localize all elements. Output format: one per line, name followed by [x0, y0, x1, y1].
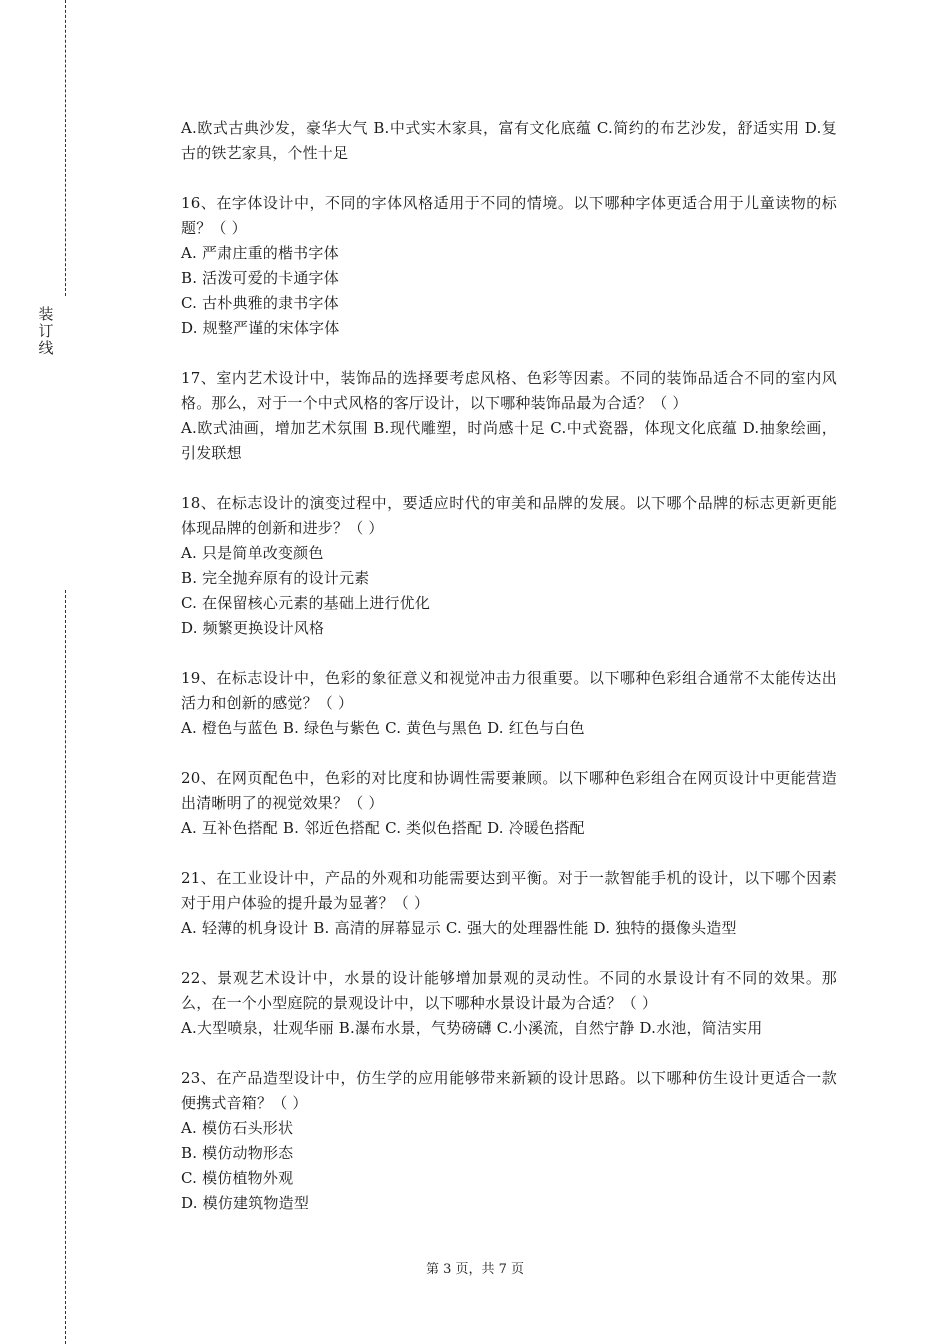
question-18-option-a: A. 只是简单改变颜色: [181, 544, 324, 562]
question-21: [181, 866, 837, 941]
question-17-text: 17、室内艺术设计中，装饰品的选择要考虑风格、色彩等因素。不同的装饰品适合不同的室内风格。那么，对于一个中式风格的客厅设计，以下哪种装饰品最为合适？（ ）: [181, 369, 837, 412]
question-22-text: 22、景观艺术设计中，水景的设计能够增加景观的灵动性。不同的水景设计有不同的效果。那么，在一个小型庭院的景观设计中，以下哪种水景设计最为合适？（ ）: [181, 969, 837, 1012]
question-23-option-c: C. 模仿植物外观: [181, 1169, 294, 1187]
question-19-options: A. 橙色与蓝色 B. 绿色与紫色 C. 黄色与黑色 D. 红色与白色: [181, 719, 585, 737]
question-content: [181, 116, 837, 1216]
question-18-option-d: D. 频繁更换设计风格: [181, 619, 325, 637]
question-23-option-b: B. 模仿动物形态: [181, 1144, 294, 1162]
question-22-options: A.大型喷泉，壮观华丽 B.瀑布水景，气势磅礴 C.小溪流，自然宁静 D.水池，简洁实用: [181, 1019, 763, 1037]
question-18: [181, 491, 837, 641]
question-21-text: 21、在工业设计中，产品的外观和功能需要达到平衡。对于一款智能手机的设计，以下哪个因素对于用户体验的提升最为显著？（ ）: [181, 869, 837, 912]
question-17: [181, 366, 837, 466]
question-19: [181, 666, 837, 741]
question-16-option-a: A. 严肃庄重的楷书字体: [181, 244, 339, 262]
question-18-option-b: B. 完全抛弃原有的设计元素: [181, 569, 370, 587]
question-16-text: 16、在字体设计中，不同的字体风格适用于不同的情境。以下哪种字体更适合用于儿童读物的标题？（ ）: [181, 194, 837, 237]
question-17-options: A.欧式油画，增加艺术氛围 B.现代雕塑，时尚感十足 C.中式瓷器，体现文化底蕴 D.抽象绘画，引发联想: [181, 419, 837, 462]
question-16: [181, 191, 837, 341]
question-20-text: 20、在网页配色中，色彩的对比度和协调性需要兼顾。以下哪种色彩组合在网页设计中更能营造出清晰明了的视觉效果？（ ）: [181, 769, 837, 812]
question-23-option-d: D. 模仿建筑物造型: [181, 1194, 310, 1212]
question-16-option-b: B. 活泼可爱的卡通字体: [181, 269, 339, 287]
question-18-option-c: C. 在保留核心元素的基础上进行优化: [181, 594, 431, 612]
question-18-text: 18、在标志设计的演变过程中，要适应时代的审美和品牌的发展。以下哪个品牌的标志更新更能体现品牌的创新和进步？（ ）: [181, 494, 837, 537]
question-16-option-c: C. 古朴典雅的隶书字体: [181, 294, 339, 312]
previous-question-options: A.欧式古典沙发，豪华大气 B.中式实木家具，富有文化底蕴 C.简约的布艺沙发，舒适实用 D.复古的铁艺家具，个性十足: [181, 119, 837, 162]
question-20-options: A. 互补色搭配 B. 邻近色搭配 C. 类似色搭配 D. 冷暖色搭配: [181, 819, 585, 837]
binding-label: 装订线: [38, 305, 54, 357]
question-22: [181, 966, 837, 1041]
question-23: [181, 1066, 837, 1216]
binding-line-top: [65, 0, 66, 296]
question-20: [181, 766, 837, 841]
page-number: 第 3 页，共 7 页: [425, 1262, 525, 1277]
question-21-options: A. 轻薄的机身设计 B. 高清的屏幕显示 C. 强大的处理器性能 D. 独特的摄像头造型: [181, 919, 737, 937]
question-16-option-d: D. 规整严谨的宋体字体: [181, 319, 340, 337]
binding-line-bottom: [65, 590, 66, 1344]
question-23-text: 23、在产品造型设计中，仿生学的应用能够带来新颖的设计思路。以下哪种仿生设计更适合一款便携式音箱？（ ）: [181, 1069, 837, 1112]
question-19-text: 19、在标志设计中，色彩的象征意义和视觉冲击力很重要。以下哪种色彩组合通常不太能传达出活力和创新的感觉？（ ）: [181, 669, 837, 712]
question-23-option-a: A. 模仿石头形状: [181, 1119, 294, 1137]
